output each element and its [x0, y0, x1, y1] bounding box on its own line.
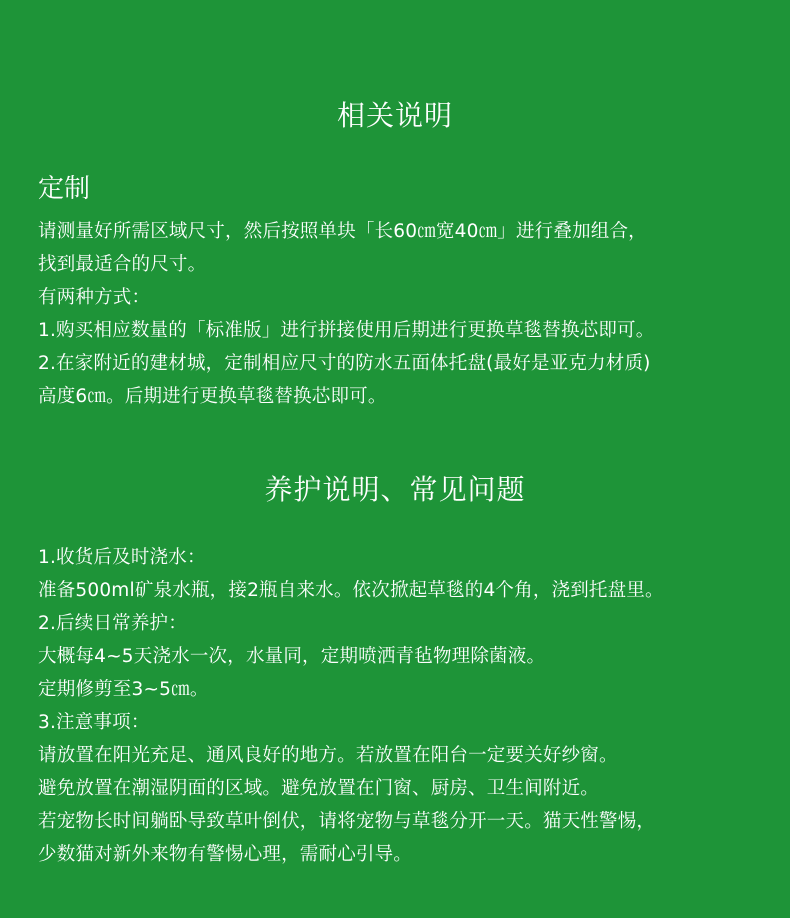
section-title-care-faq: 养护说明、常见问题	[264, 473, 526, 506]
text-line: 高度6㎝。后期进行更换草毯替换芯即可。	[38, 386, 387, 407]
text-line: 准备500ml矿泉水瓶，接2瓶自来水。依次掀起草毯的4个角，浇到托盘里。	[38, 580, 664, 601]
text-line: 定期修剪至3~5㎝。	[38, 679, 209, 700]
text-line: 若宠物长时间躺卧导致草叶倒伏，请将宠物与草毯分开一天。猫天性警惕，	[38, 811, 656, 832]
text-line: 2.在家附近的建材城，定制相应尺寸的防水五面体托盘(最好是亚克力材质)	[38, 353, 651, 374]
section-title-related-notes: 相关说明	[336, 99, 453, 132]
subheading-customization: 定制	[38, 174, 91, 204]
text-line: 请放置在阳光充足、通风良好的地方。若放置在阳台一定要关好纱窗。	[38, 745, 618, 766]
text-line: 1.收货后及时浇水：	[38, 547, 206, 568]
text-line: 大概每4~5天浇水一次，水量同，定期喷洒青毡物理除菌液。	[38, 646, 546, 667]
text-line: 少数猫对新外来物有警惕心理，需耐心引导。	[38, 844, 413, 865]
text-line: 请测量好所需区域尺寸，然后按照单块「长60㎝宽40㎝」进行叠加组合，	[38, 221, 647, 242]
text-line: 2.后续日常养护：	[38, 613, 187, 634]
customization-text-block	[38, 215, 768, 413]
text-line: 1.购买相应数量的「标准版」进行拼接使用后期进行更换草毯替换芯即可。	[38, 320, 655, 341]
text-line: 3.注意事项：	[38, 712, 150, 733]
care-text-block	[38, 541, 768, 871]
text-line: 避免放置在潮湿阴面的区域。避免放置在门窗、厨房、卫生间附近。	[38, 778, 600, 799]
text-line: 有两种方式：	[38, 287, 151, 308]
text-line: 找到最适合的尺寸。	[38, 254, 207, 275]
